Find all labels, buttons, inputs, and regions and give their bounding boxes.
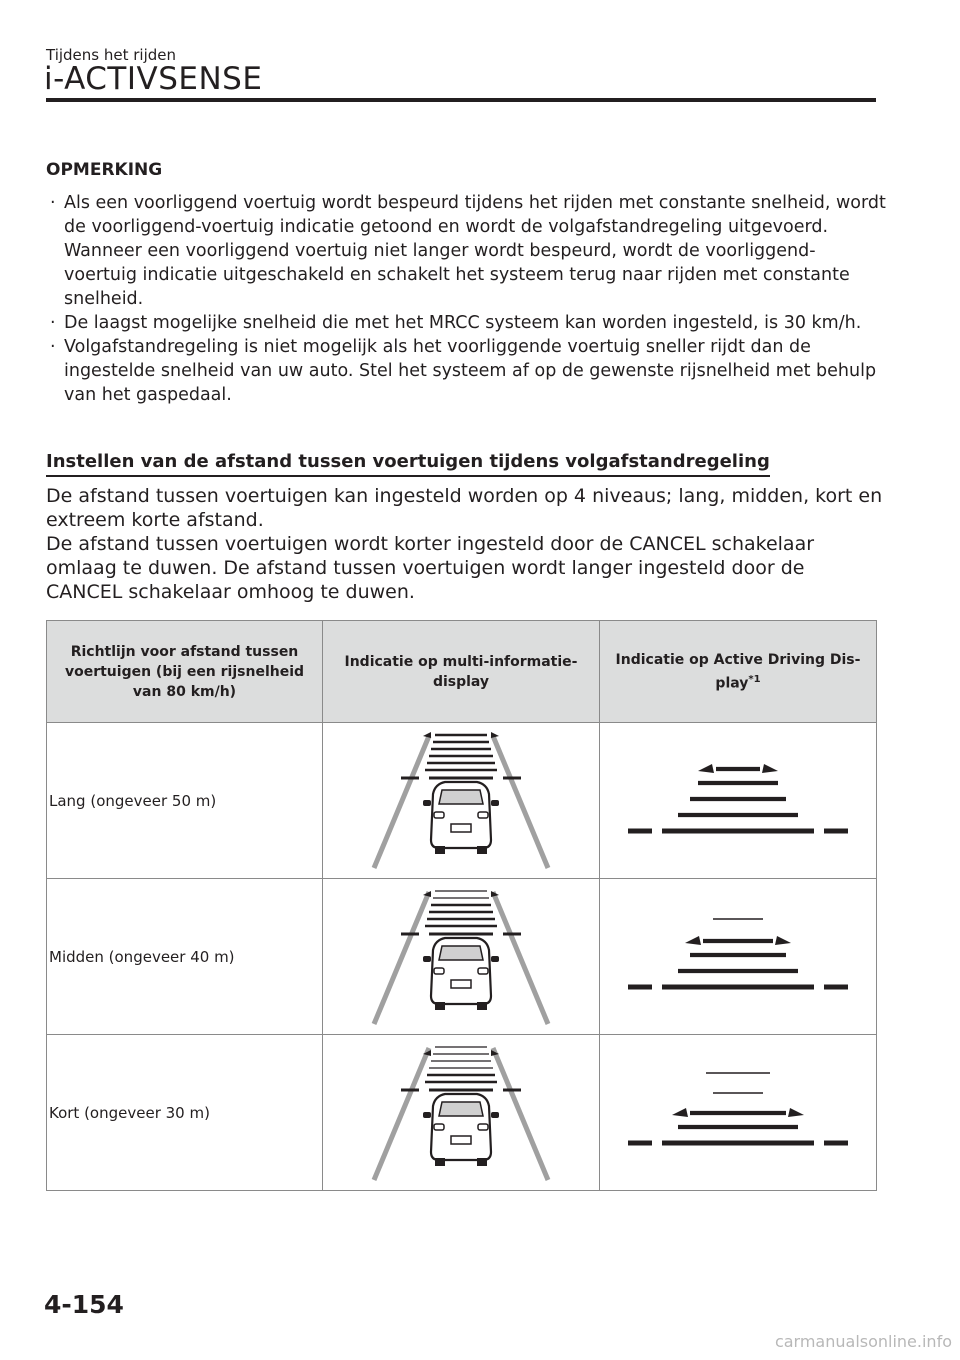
body-text <box>46 484 886 604</box>
header-distance: Richtlijn voor afstand tussen voertuigen (bij een rijsnelheid van 80 km/h) <box>47 621 323 723</box>
lane-line-right <box>493 892 548 1024</box>
wheel-right <box>477 846 487 854</box>
mid-indicator-cell <box>323 1035 600 1191</box>
header-mid-display: Indicatie op multi-informatie-display <box>323 621 600 723</box>
body-paragraph: De afstand tussen voertuigen wordt korter ingesteld door de CANCEL schakelaar omlaag te duwen. De afstand tussen voertuigen wordt langer ingesteld door de CANCEL schakelaar omhoog te duwen. <box>46 533 815 603</box>
add-indicator-cell <box>600 1035 877 1191</box>
lane-line-right <box>493 736 548 868</box>
note-item: · De laagst mogelijke snelheid die met het MRCC systeem kan worden ingesteld, is 30 km/h. <box>46 311 886 335</box>
car-rear-window <box>439 946 483 960</box>
add-indicator-cell <box>600 723 877 879</box>
table-row <box>47 1035 877 1191</box>
lane-line-left <box>374 892 429 1024</box>
car-rear-window <box>439 1102 483 1116</box>
note-list <box>46 191 886 407</box>
table-row <box>47 879 877 1035</box>
arrow-left-icon <box>698 764 714 773</box>
lane-line-right <box>493 1048 548 1180</box>
wheel-right <box>477 1158 487 1166</box>
chapter-title: Tijdens het rijden <box>46 46 177 64</box>
body-paragraph: De afstand tussen voertuigen kan ingesteld worden op 4 niveaus; lang, midden, kort en extreem korte afstand. <box>46 485 883 531</box>
mirror-left <box>423 1112 431 1118</box>
mid-indicator-cell <box>323 723 600 879</box>
subheading: Instellen van de afstand tussen voertuigen tijdens volgafstandregeling <box>46 450 770 477</box>
arrow-right-icon <box>788 1108 804 1117</box>
add-distance-icon <box>628 1063 848 1163</box>
note-item: · Volgafstandregeling is niet mogelijk als het voorliggende voertuig sneller rijdt dan de ingestelde snelheid van uw auto. Stel het systeem af op de gewenste rijsnelheid met behulp van het gaspedaal. <box>46 335 886 407</box>
wheel-left <box>435 1158 445 1166</box>
add-distance-icon <box>628 751 848 851</box>
header-add-display <box>600 621 877 723</box>
mid-car-icon <box>371 1040 551 1185</box>
row-label: Midden (ongeveer 40 m) <box>47 879 323 1035</box>
footnote-mark: *1 <box>748 673 761 685</box>
mirror-right <box>491 1112 499 1118</box>
add-indicator-cell <box>600 879 877 1035</box>
table-row <box>47 723 877 879</box>
row-label: Kort (ongeveer 30 m) <box>47 1035 323 1191</box>
watermark: carmanualsonline.info <box>774 1332 952 1351</box>
mirror-right <box>491 800 499 806</box>
lane-line-left <box>374 1048 429 1180</box>
note-box <box>46 158 886 407</box>
table-header-row <box>47 621 877 723</box>
wheel-left <box>435 846 445 854</box>
arrow-left-icon <box>685 936 701 945</box>
mirror-left <box>423 800 431 806</box>
header-add-display-text: Indicatie op Active Driving Dis-play <box>615 651 861 692</box>
wheel-left <box>435 1002 445 1010</box>
section-title: i-ACTIVSENSE <box>44 61 263 97</box>
wheel-right <box>477 1002 487 1010</box>
car-rear-window <box>439 790 483 804</box>
note-title: OPMERKING <box>46 160 163 180</box>
add-distance-icon <box>628 907 848 1007</box>
arrow-right-icon <box>775 936 791 945</box>
distance-table <box>46 620 877 1191</box>
header-rule <box>46 98 876 102</box>
mid-car-icon <box>371 728 551 873</box>
mid-car-icon <box>371 884 551 1029</box>
row-label: Lang (ongeveer 50 m) <box>47 723 323 879</box>
arrow-right-icon <box>762 764 778 773</box>
mirror-left <box>423 956 431 962</box>
page-number: 4-154 <box>44 1290 124 1319</box>
note-item: · Als een voorliggend voertuig wordt bespeurd tijdens het rijden met constante snelheid, wordt de voorliggend-voertuig indicatie getoond en wordt de volgafstandregeling uitgevoerd. Wanneer een voorliggend voertuig niet langer wordt bespeurd, wordt de voorliggend-voertuig indicatie uitgeschakeld en schakelt het systeem terug naar rijden met constante snelheid. <box>46 191 886 311</box>
lane-line-left <box>374 736 429 868</box>
mid-indicator-cell <box>323 879 600 1035</box>
mirror-right <box>491 956 499 962</box>
arrow-left-icon <box>672 1108 688 1117</box>
